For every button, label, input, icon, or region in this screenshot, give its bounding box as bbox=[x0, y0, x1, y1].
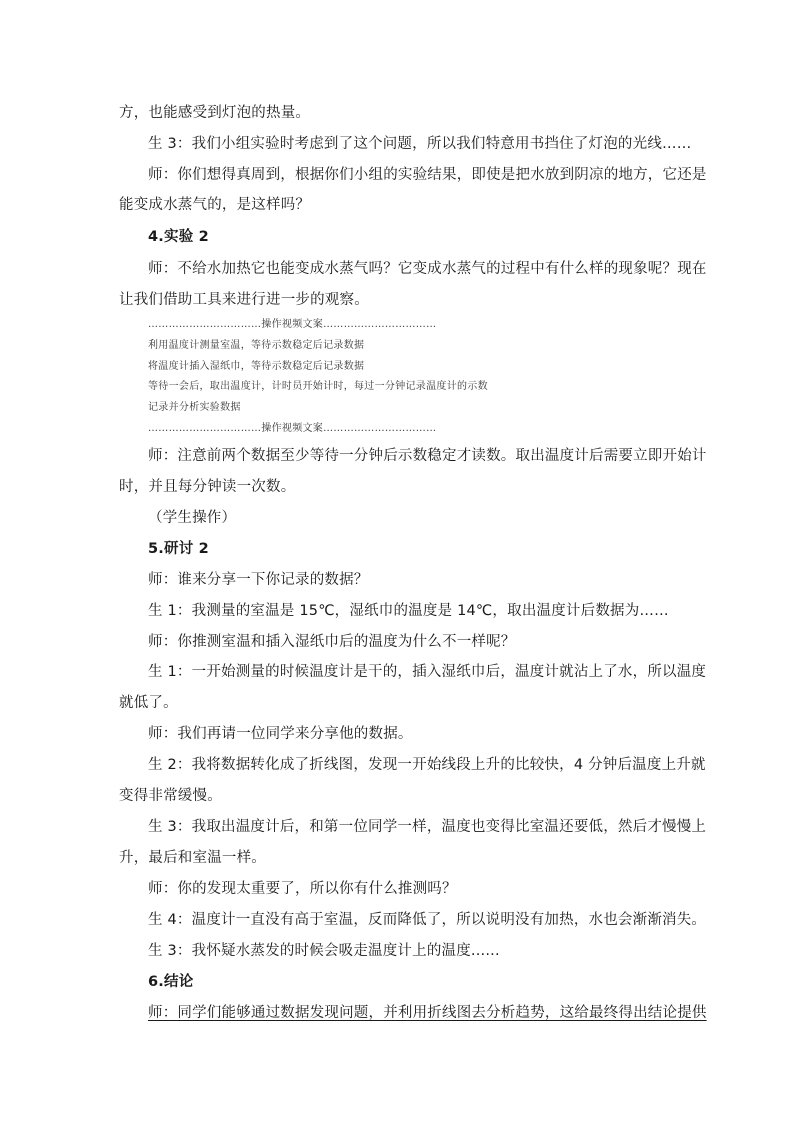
section-heading-experiment2: 4.实验 2 bbox=[148, 229, 209, 245]
paragraph-continuation: 方，也能感受到灯泡的热量。 bbox=[119, 105, 311, 121]
section-heading-conclusion: 6.结论 bbox=[148, 974, 194, 990]
student1-reply-line1: 生 1：一开始测量的时候温度计是干的，插入湿纸巾后，温度计就沾上了水，所以温度 bbox=[148, 664, 707, 680]
teacher-dialogue-line1: 师：你们想得真周到，根据你们小组的实验结果，即使是把水放到阴凉的地方，它还是 bbox=[148, 167, 707, 183]
video-script-footer: ……………………………操作视频文案…………………………… bbox=[148, 423, 437, 434]
student4-dialogue: 生 4：温度计一直没有高于室温，反而降低了，所以说明没有加热，水也会渐渐消失。 bbox=[148, 912, 707, 928]
teacher-dialogue: 师：我们再请一位同学来分享他的数据。 bbox=[148, 726, 413, 742]
teacher-instruction-line1: 师：注意前两个数据至少等待一分钟后示数稳定才读数。取出温度计后需要立即开始计 bbox=[148, 448, 707, 464]
student2-dialogue-line1: 生 2：我将数据转化成了折线图，发现一开始线段上升的比较快，4 分钟后温度上升就 bbox=[148, 757, 706, 773]
student3-dialogue-line2: 升，最后和室温一样。 bbox=[119, 850, 266, 866]
student3-dialogue: 生 3：我们小组实验时考虑到了这个问题，所以我们特意用书挡住了灯泡的光线…… bbox=[148, 136, 692, 152]
student3-dialogue-line1: 生 3：我取出温度计后，和第一位同学一样，温度也变得比室温还要低，然后才慢慢上 bbox=[148, 819, 707, 835]
teacher-dialogue: 师：你推测室温和插入湿纸巾后的温度为什么不一样呢？ bbox=[148, 634, 516, 650]
student1-dialogue: 生 1：我测量的室温是 15℃，湿纸巾的温度是 14℃，取出温度计后数据为…… bbox=[148, 603, 669, 619]
teacher-conclusion: 师：同学们能够通过数据发现问题，并利用折线图去分析趋势，这给最终得出结论提供 bbox=[148, 1005, 707, 1021]
section-heading-discussion2: 5.研讨 2 bbox=[148, 541, 209, 557]
teacher-instruction-line2: 时，并且每分钟读一次数。 bbox=[119, 479, 296, 495]
teacher-dialogue-line2: 能变成水蒸气的，是这样吗？ bbox=[119, 197, 311, 213]
student1-reply-line2: 就低了。 bbox=[119, 695, 178, 711]
teacher-question-line1: 师：不给水加热它也能变成水蒸气吗？它变成水蒸气的过程中有什么样的现象呢？现在 bbox=[148, 261, 707, 277]
video-script-header: ……………………………操作视频文案…………………………… bbox=[148, 319, 437, 330]
video-script-line: 等待一会后，取出温度计，计时员开始计时，每过一分钟记录温度计的示数 bbox=[148, 381, 488, 392]
stage-direction: （学生操作） bbox=[148, 510, 237, 526]
teacher-dialogue: 师：你的发现太重要了，所以你有什么推测吗？ bbox=[148, 881, 457, 897]
teacher-question-line2: 让我们借助工具来进行进一步的观察。 bbox=[119, 292, 369, 308]
teacher-dialogue: 师：谁来分享一下你记录的数据？ bbox=[148, 572, 369, 588]
video-script-line: 将温度计插入湿纸巾，等待示数稳定后记录数据 bbox=[148, 361, 365, 372]
video-script-line: 记录并分析实验数据 bbox=[148, 402, 241, 413]
student3-dialogue: 生 3：我怀疑水蒸发的时候会吸走温度计上的温度...... bbox=[148, 943, 500, 959]
student2-dialogue-line2: 变得非常缓慢。 bbox=[119, 788, 222, 804]
video-script-line: 利用温度计测量室温，等待示数稳定后记录数据 bbox=[148, 340, 365, 351]
